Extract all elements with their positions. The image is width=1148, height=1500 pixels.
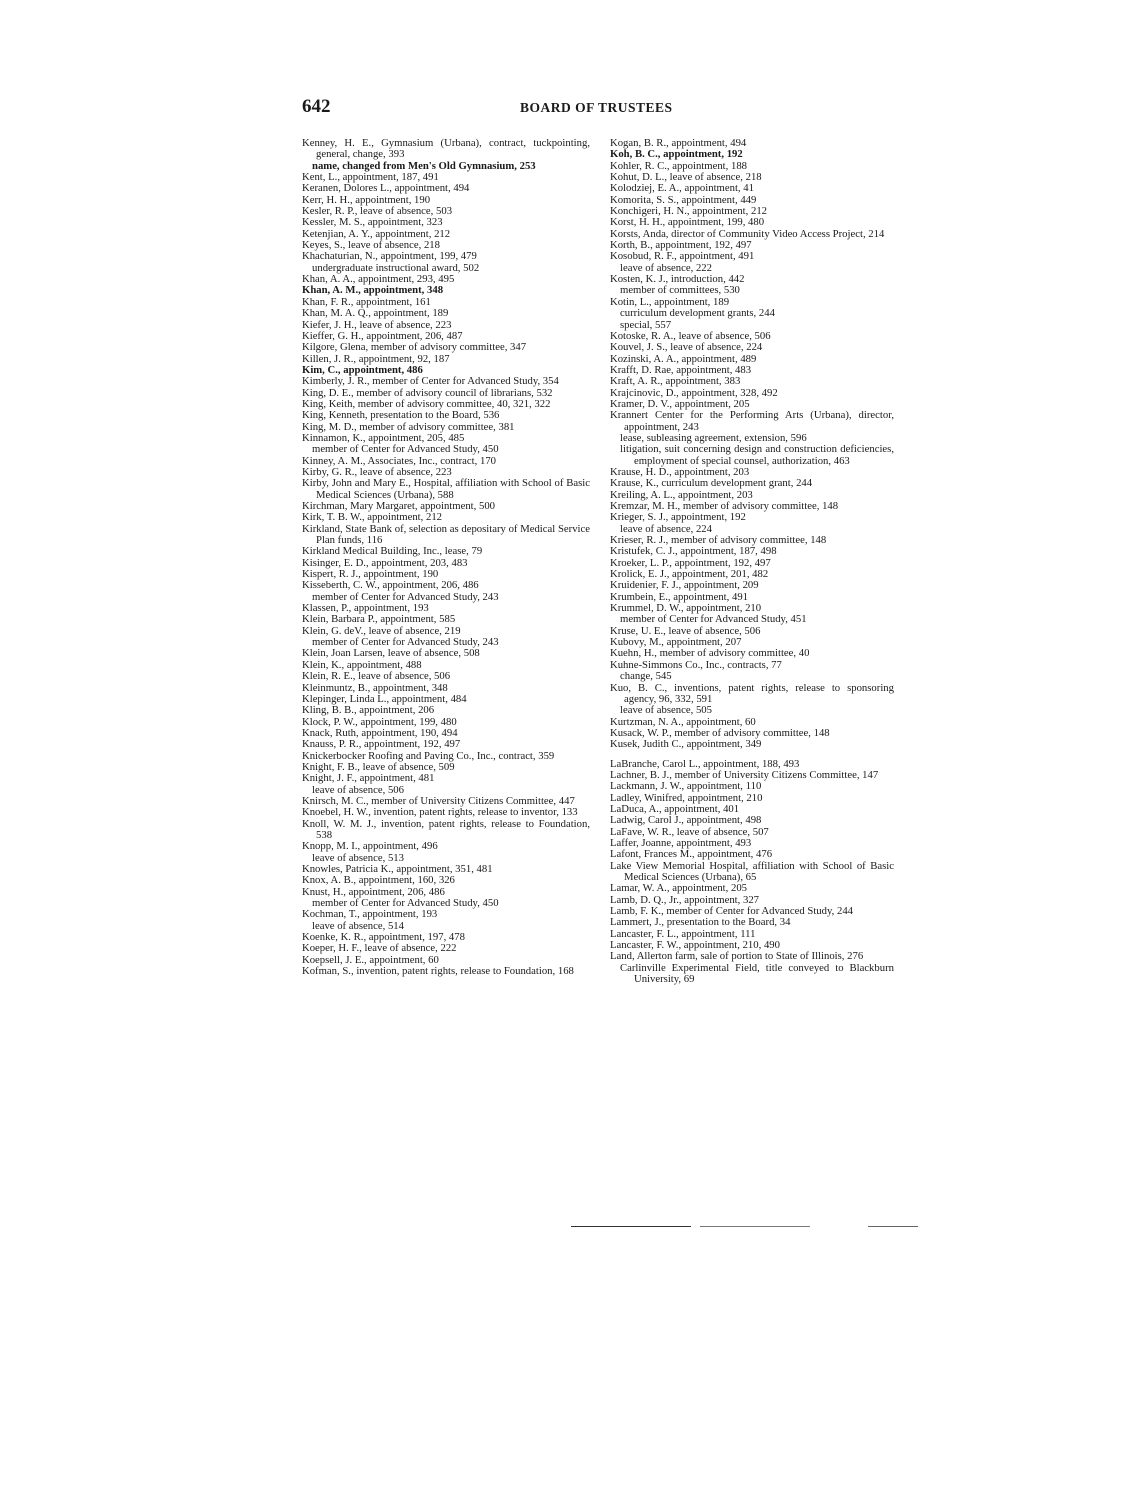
index-subentry: leave of absence, 224 (620, 522, 712, 535)
index-subentry: member of Center for Advanced Study, 450 (312, 443, 499, 456)
index-entry: Knauss, P. R., appointment, 192, 497 (302, 738, 461, 751)
index-subentry: member of Center for Advanced Study, 243 (312, 590, 499, 603)
index-entry: Korsts, Anda, director of Community Video Access Project, 214 (610, 227, 885, 240)
index-entry: Lamb, D. Q., Jr., appointment, 327 (610, 893, 760, 906)
index-subentry: curriculum development grants, 244 (620, 307, 775, 320)
index-entry: Kirkland, State Bank of, selection as depositary of Medical Service Plan funds, 116 (302, 522, 590, 547)
index-entry: Knoebel, H. W., invention, patent rights, release to inventor, 133 (302, 806, 578, 819)
index-entry: Krieser, R. J., member of advisory committee, 148 (610, 534, 827, 547)
index-entry: Kerr, H. H., appointment, 190 (302, 193, 431, 206)
index-entry: Klein, K., appointment, 488 (302, 658, 422, 671)
index-entry: Krummel, D. W., appointment, 210 (610, 602, 762, 615)
index-subentry: leave of absence, 506 (312, 783, 404, 796)
index-entry: Konchigeri, H. N., appointment, 212 (610, 205, 768, 218)
index-entry: Krumbein, E., appointment, 491 (610, 590, 749, 603)
index-entry: Lake View Memorial Hospital, affiliation with School of Basic Medical Sciences (Urbana), 65 (610, 859, 894, 883)
index-entry: Kotoske, R. A., leave of absence, 506 (610, 329, 771, 342)
index-entry: Knirsch, M. C., member of University Citizens Committee, 447 (302, 794, 575, 807)
index-entry: Kling, B. B., appointment, 206 (302, 704, 435, 717)
index-subentry: litigation, suit concerning design and construction deficiencies, employment of special counsel, authorization, 463 (620, 443, 894, 467)
index-entry: Kruidenier, F. J., appointment, 209 (610, 579, 759, 592)
scan-artifact-rule (571, 1226, 691, 1227)
index-entry: Krafft, D. Rae, appointment, 483 (610, 363, 752, 376)
index-entry: Kolodziej, E. A., appointment, 41 (610, 182, 754, 195)
index-entry: Kimberly, J. R., member of Center for Advanced Study, 354 (302, 375, 559, 388)
index-entry: Knowles, Patricia K., appointment, 351, 481 (302, 863, 493, 875)
index-entry: Klein, G. deV., leave of absence, 219 (302, 624, 461, 637)
index-entry: Krolick, E. J., appointment, 201, 482 (610, 568, 769, 581)
index-subentry: lease, subleasing agreement, extension, 596 (620, 431, 807, 444)
index-entry: Kuo, B. C., inventions, patent rights, release to sponsoring agency, 96, 332, 591 (610, 681, 894, 705)
index-entry: Kim, C., appointment, 486 (302, 363, 423, 376)
index-entry: Kouvel, J. S., leave of absence, 224 (610, 341, 763, 354)
index-entry: Ketenjian, A. Y., appointment, 212 (302, 227, 451, 240)
index-entry: Knust, H., appointment, 206, 486 (302, 885, 445, 898)
index-subentry: member of Center for Advanced Study, 451 (620, 613, 807, 626)
index-entry: Koepsell, J. E., appointment, 60 (302, 953, 439, 966)
index-entry: Kleinmuntz, B., appointment, 348 (302, 681, 448, 694)
index-entry: Lammert, J., presentation to the Board, 34 (610, 916, 791, 929)
index-entry: Khachaturian, N., appointment, 199, 479 (302, 250, 477, 263)
index-entry: Kessler, M. S., appointment, 323 (302, 216, 443, 229)
index-subentry: leave of absence, 222 (620, 261, 712, 274)
index-entry: LaBranche, Carol L., appointment, 188, 493 (610, 757, 800, 770)
index-entry: LaFave, W. R., leave of absence, 507 (610, 825, 769, 838)
index-entry: Koh, B. C., appointment, 192 (610, 148, 743, 161)
index-entry: Kent, L., appointment, 187, 491 (302, 171, 439, 184)
index-subentry: leave of absence, 514 (312, 919, 404, 932)
index-entry: Kisinger, E. D., appointment, 203, 483 (302, 556, 468, 569)
index-entry: Khan, F. R., appointment, 161 (302, 295, 431, 308)
index-entry: Kirby, John and Mary E., Hospital, affiliation with School of Basic Medical Sciences (Urbana), 588 (302, 477, 590, 501)
page-number: 642 (302, 96, 331, 117)
index-entry: Knopp, M. I., appointment, 496 (302, 840, 438, 853)
index-entry: Kinnamon, K., appointment, 205, 485 (302, 431, 465, 444)
index-subentry: member of Center for Advanced Study, 450 (312, 897, 499, 910)
index-entry: Komorita, S. S., appointment, 449 (610, 193, 757, 206)
index-entry: Korst, H. H., appointment, 199, 480 (610, 216, 765, 229)
index-entry: Khan, A. A., appointment, 293, 495 (302, 273, 455, 286)
index-entry: Kroeker, L. P., appointment, 192, 497 (610, 556, 771, 569)
index-entry: King, Keith, member of advisory committee, 40, 321, 322 (302, 397, 551, 410)
index-entry: Kreiling, A. L., appointment, 203 (610, 488, 753, 501)
index-entry: Klassen, P., appointment, 193 (302, 602, 429, 615)
index-entry: Kirk, T. B. W., appointment, 212 (302, 511, 443, 524)
index-subentry: undergraduate instructional award, 502 (312, 261, 480, 274)
index-entry: Laffer, Joanne, appointment, 493 (610, 836, 752, 849)
index-entry: Kusek, Judith C., appointment, 349 (610, 738, 762, 751)
scan-artifact-rule (868, 1226, 918, 1227)
index-entry: Kispert, R. J., appointment, 190 (302, 568, 439, 581)
index-entry: Knickerbocker Roofing and Paving Co., Inc., contract, 359 (302, 749, 555, 762)
index-entry: King, D. E., member of advisory council of librarians, 532 (302, 386, 553, 399)
index-entry: Korth, B., appointment, 192, 497 (610, 239, 752, 252)
index-entry: Klein, R. E., leave of absence, 506 (302, 670, 451, 683)
index-subentry: name, changed from Men's Old Gymnasium, 253 (312, 159, 536, 172)
index-entry: Knight, F. B., leave of absence, 509 (302, 760, 455, 773)
index-entry: Kuehn, H., member of advisory committee, 40 (610, 647, 810, 660)
index-entry: Kinney, A. M., Associates, Inc., contract, 170 (302, 454, 497, 467)
index-entry: King, Kenneth, presentation to the Board, 536 (302, 409, 500, 422)
index-entry: Krieger, S. J., appointment, 192 (610, 511, 746, 524)
scan-artifact-rule (700, 1226, 810, 1227)
index-subentry: member of committees, 530 (620, 284, 740, 297)
index-entry: Kusack, W. P., member of advisory committee, 148 (610, 726, 830, 739)
index-entry: Krause, K., curriculum development grant, 244 (610, 477, 813, 490)
index-entry: Kozinski, A. A., appointment, 489 (610, 352, 757, 365)
index-entry: Keyes, S., leave of absence, 218 (302, 239, 440, 252)
index-entry: Lancaster, F. W., appointment, 210, 490 (610, 939, 780, 952)
index-entry: Kohler, R. C., appointment, 188 (610, 159, 748, 172)
index-subentry: special, 557 (620, 318, 672, 331)
index-entry: Kofman, S., invention, patent rights, release to Foundation, 168 (302, 965, 574, 978)
index-entry: Kirchman, Mary Margaret, appointment, 500 (302, 500, 496, 512)
index-entry: Kremzar, M. H., member of advisory committee, 148 (610, 500, 839, 512)
index-entry: Keranen, Dolores L., appointment, 494 (302, 182, 470, 195)
index-entry: Kenney, H. E., Gymnasium (Urbana), contract, tuckpointing, general, change, 393 (302, 137, 590, 161)
index-entry: Kraft, A. R., appointment, 383 (610, 375, 741, 388)
index-entry: LaDuca, A., appointment, 401 (610, 802, 740, 815)
index-entry: Kesler, R. P., leave of absence, 503 (302, 205, 453, 218)
index-entry: King, M. D., member of advisory committee, 381 (302, 420, 515, 433)
index-entry: Khan, A. M., appointment, 348 (302, 284, 444, 297)
index-entry: Kirkland Medical Building, Inc., lease, 79 (302, 545, 483, 558)
index-entry: Knack, Ruth, appointment, 190, 494 (302, 726, 458, 739)
index-entry: Kochman, T., appointment, 193 (302, 908, 438, 921)
index-entry: Land, Allerton farm, sale of portion to State of Illinois, 276 (610, 950, 864, 963)
index-entry: Kosten, K. J., introduction, 442 (610, 273, 745, 286)
index-entry: Kirby, G. R., leave of absence, 223 (302, 465, 452, 478)
index-entry: Lancaster, F. L., appointment, 111 (610, 927, 756, 940)
index-entry: Knight, J. F., appointment, 481 (302, 772, 435, 785)
index-entry: Knox, A. B., appointment, 160, 326 (302, 874, 455, 887)
index-entry: Krause, H. D., appointment, 203 (610, 465, 750, 478)
running-head: BOARD OF TRUSTEES (520, 100, 673, 115)
index-entry: Kuhne-Simmons Co., Inc., contracts, 77 (610, 658, 782, 671)
index-entry: Kubovy, M., appointment, 207 (610, 636, 742, 649)
index-entry: Kieffer, G. H., appointment, 206, 487 (302, 329, 463, 342)
index-column-right (610, 138, 894, 985)
index-entry: Krajcinovic, D., appointment, 328, 492 (610, 386, 778, 399)
index-entry: Koeper, H. F., leave of absence, 222 (302, 942, 457, 955)
index-entry: Lafont, Frances M., appointment, 476 (610, 848, 773, 861)
index-subentry: leave of absence, 513 (312, 851, 404, 864)
index-entry: Kramer, D. V., appointment, 205 (610, 397, 750, 410)
index-entry: Killen, J. R., appointment, 92, 187 (302, 352, 450, 365)
index-column-left (302, 138, 590, 977)
index-entry: Ladwig, Carol J., appointment, 498 (610, 814, 762, 827)
index-entry: Kristufek, C. J., appointment, 187, 498 (610, 545, 777, 558)
index-entry: Kosobud, R. F., appointment, 491 (610, 250, 755, 263)
index-entry: Lachner, B. J., member of University Citizens Committee, 147 (610, 768, 879, 781)
index-entry: Khan, M. A. Q., appointment, 189 (302, 307, 449, 320)
index-subentry: change, 545 (620, 670, 672, 683)
index-entry: Kiefer, J. H., leave of absence, 223 (302, 318, 452, 331)
index-entry: Kisseberth, C. W., appointment, 206, 486 (302, 579, 479, 592)
index-subentry: Carlinville Experimental Field, title conveyed to Blackburn University, 69 (620, 961, 894, 986)
index-entry: Klein, Joan Larsen, leave of absence, 508 (302, 647, 480, 660)
index-entry: Kurtzman, N. A., appointment, 60 (610, 715, 756, 728)
index-entry: Kogan, B. R., appointment, 494 (610, 137, 747, 149)
index-entry: Koenke, K. R., appointment, 197, 478 (302, 931, 465, 944)
index-entry: Krannert Center for the Performing Arts (Urbana), director, appointment, 243 (610, 409, 894, 433)
index-entry: Kruse, U. E., leave of absence, 506 (610, 624, 761, 637)
index-entry: Kohut, D. L., leave of absence, 218 (610, 171, 762, 184)
index-entry: Lackmann, J. W., appointment, 110 (610, 780, 762, 793)
index-subentry: leave of absence, 505 (620, 704, 712, 717)
index-entry: Knoll, W. M. J., invention, patent rights, release to Foundation, 538 (302, 817, 590, 841)
index-entry: Lamar, W. A., appointment, 205 (610, 882, 748, 895)
index-entry: Ladley, Winifred, appointment, 210 (610, 791, 763, 804)
index-entry: Klock, P. W., appointment, 199, 480 (302, 715, 457, 728)
index-entry: Kilgore, Glena, member of advisory committee, 347 (302, 341, 527, 354)
index-subentry: member of Center for Advanced Study, 243 (312, 636, 499, 649)
index-entry: Lamb, F. K., member of Center for Advanced Study, 244 (610, 905, 854, 918)
index-entry: Klein, Barbara P., appointment, 585 (302, 613, 456, 626)
index-entry: Klepinger, Linda L., appointment, 484 (302, 692, 467, 705)
index-entry: Kotin, L., appointment, 189 (610, 295, 730, 308)
